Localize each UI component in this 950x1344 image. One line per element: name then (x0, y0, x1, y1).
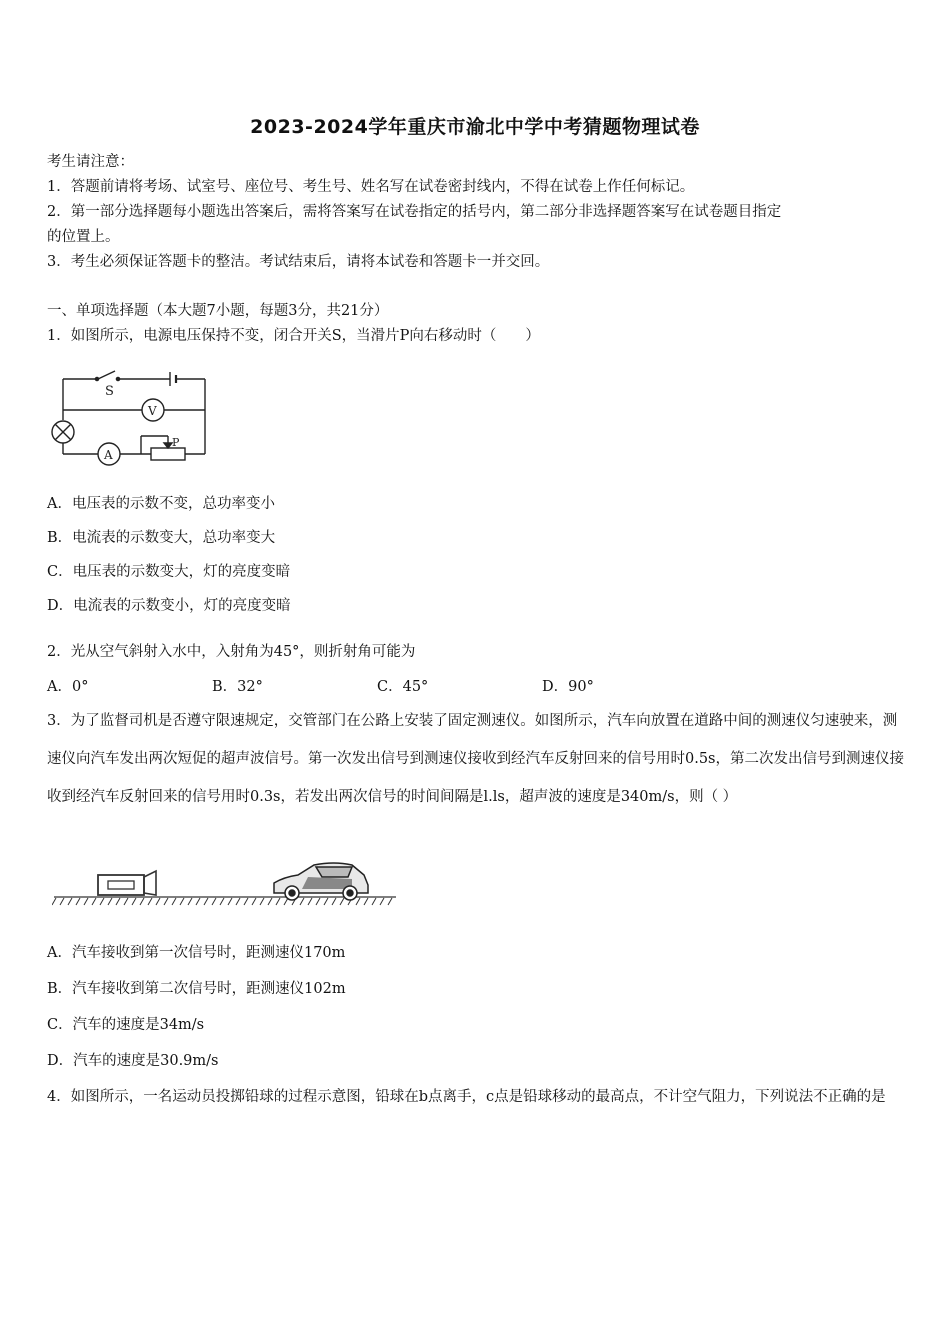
car-icon (274, 863, 368, 900)
section-heading: 一、单项选择题（本大题7小题，每题3分，共21分） (47, 303, 389, 319)
q3-option-d: D．汽车的速度是30.9m/s (47, 1053, 219, 1069)
q2-stem: 2．光从空气斜射入水中，入射角为45°，则折射角可能为 (47, 644, 416, 660)
q3-option-c: C．汽车的速度是34m/s (47, 1017, 205, 1033)
notice-item-2-cont: 的位置上。 (47, 229, 120, 245)
notice-item-3: 3．考生必须保证答题卡的整洁。考试结束后，请将本试卷和答题卡一并交回。 (47, 254, 550, 270)
q1-circuit-diagram (45, 366, 220, 471)
page-title: 2023-2024学年重庆市渝北中学中考猜题物理试卷 (250, 116, 700, 138)
q1-option-a: A．电压表的示数不变，总功率变小 (47, 496, 275, 512)
q3-stem: 3．为了监督司机是否遵守限速规定，交管部门在公路上安装了固定测速仪。如图所示，汽车向放置在道路中间的测速仪匀速驶来，测速仪向汽车发出两次短促的超声波信号。第一次发出信号到测速仪接收到经汽车反射回来的信号用时0.5s，第二次发出信号到测速仪接收到经汽车反射回来的信号用时0.3s，若发出两次信号的时间间隔是l.ls，超声波的速度是340m/s，则（ ） (47, 713, 904, 805)
notice-item-2: 2．第一部分选择题每小题选出答案后，需将答案写在试卷指定的括号内，第二部分非选择题答案写在试卷题目指定 (47, 204, 782, 220)
q3-option-a: A．汽车接收到第一次信号时，距测速仪170m (47, 945, 346, 961)
q2-option-d: D．90° (542, 679, 594, 695)
notice-heading: 考生请注意： (47, 154, 134, 170)
slider-label: P (172, 436, 180, 449)
q1-option-c: C．电压表的示数变大，灯的亮度变暗 (47, 564, 291, 580)
ammeter-label: A (104, 448, 113, 462)
q1-stem: 1．如图所示，电源电压保持不变，闭合开关S，当滑片P向右移动时（ ） (47, 328, 540, 344)
q2-option-c: C．45° (377, 679, 429, 695)
q1-option-b: B．电流表的示数变大，总功率变大 (47, 530, 276, 546)
q3-option-b: B．汽车接收到第二次信号时，距测速仪102m (47, 981, 346, 997)
voltmeter-label: V (148, 404, 157, 418)
q2-options (47, 677, 907, 697)
q3-road-diagram (52, 855, 400, 910)
q2-option-b: B．32° (212, 679, 263, 695)
switch-label: S (105, 384, 114, 399)
q4-stem: 4．如图所示，一名运动员投掷铅球的过程示意图，铅球在b点离手，c点是铅球移动的最高点，不计空气阻力，下列说法不正确的是 (47, 1089, 886, 1105)
notice-item-1: 1．答题前请将考场、试室号、座位号、考生号、姓名写在试卷密封线内，不得在试卷上作任何标记。 (47, 179, 695, 195)
q2-option-a: A．0° (47, 679, 89, 695)
q1-option-d: D．电流表的示数变小，灯的亮度变暗 (47, 598, 291, 614)
